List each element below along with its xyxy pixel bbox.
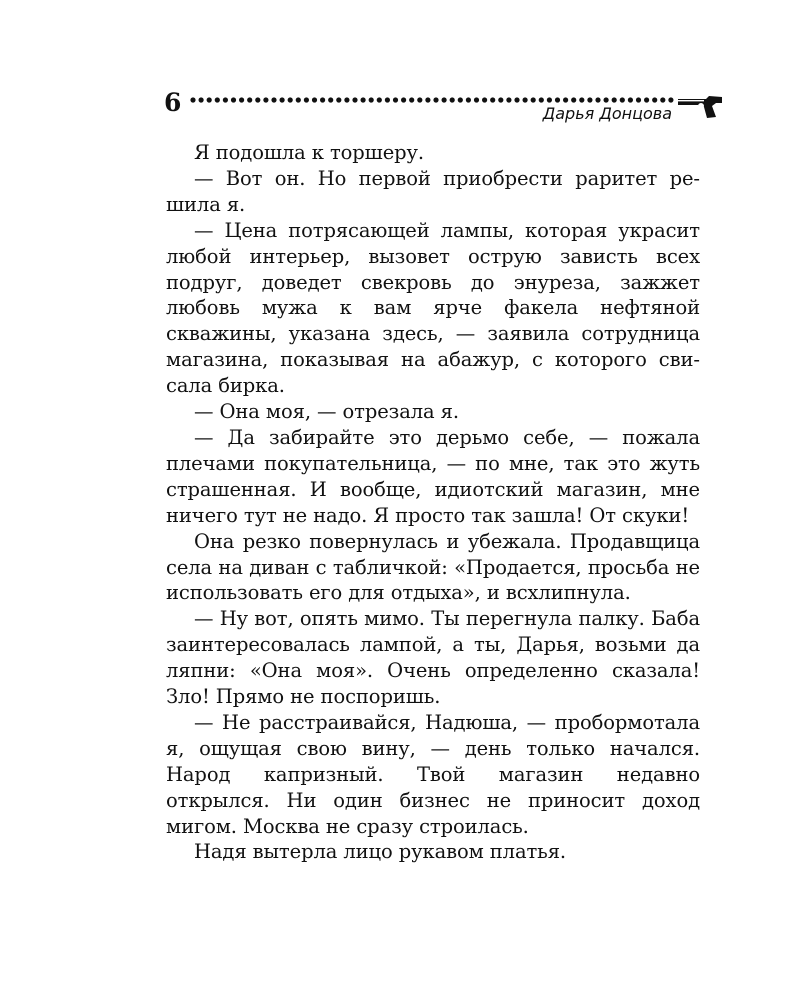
paragraph: — Цена потрясающей лампы, которая украсит любой интерьер, вызовет острую зависть всех подруг, доведет свекровь до энуреза, зажжет любовь мужа к вам ярче факела нефтяной скважины, указана здесь, — заявила сотрудница магазина, показывая на абажур, с которого свисала бирка. — [166, 218, 700, 398]
paragraph: Я подошла к торшеру. — [194, 141, 424, 164]
rule-dot — [401, 97, 406, 102]
rule-dot — [304, 97, 309, 102]
rule-dot — [555, 97, 560, 102]
rule-dot — [506, 97, 511, 102]
rule-dot — [604, 97, 609, 102]
paragraph: Надя вытерла лицо рукавом платья. — [194, 840, 566, 864]
paragraph: — Ну вот, опять мимо. Ты перегнула палку. Баба заинтересовалась лампой, а ты, Дарья, возьми да ляпни: «Она моя». Очень определенно сказала! Зло! Прямо не поспоришь. — [166, 607, 700, 709]
paragraph: — Да забирайте это дерьмо себе, — пожала плечами покупательница, — по мне, так это жуть страшенная. И вообще, идиотский магазин, мне ничего тут не надо. Я просто так зашла! От скуки! — [166, 425, 700, 527]
rule-dot — [571, 97, 576, 102]
rule-dot — [531, 97, 536, 102]
paragraph: — Не расстраивайся, Надюша, — пробормотала я, ощущая свою вину, — день только начался. Народ капризный. Твой магазин недавно открылся. Ни один бизнес не приносит доход мигом. Москва не сразу строилась. — [166, 710, 700, 838]
rule-dot — [393, 97, 398, 102]
rule-dot — [425, 97, 430, 102]
rule-dot — [199, 97, 204, 102]
paragraph: — Вот он. Но первой приобрести раритет решила я. — [166, 166, 700, 216]
rule-dot — [255, 97, 260, 102]
rule-dot — [223, 97, 228, 102]
rule-dot — [361, 97, 366, 102]
rule-dot — [207, 97, 212, 102]
rule-dot — [296, 97, 301, 102]
rule-dot — [652, 97, 657, 102]
rule-dot — [271, 97, 276, 102]
rule-dot — [336, 97, 341, 102]
rule-dot — [628, 97, 633, 102]
rule-dot — [612, 97, 617, 102]
rule-dot — [328, 97, 333, 102]
rule-dot — [563, 97, 568, 102]
rule-dot — [547, 97, 552, 102]
rule-dot — [595, 97, 600, 102]
rule-dot — [474, 97, 479, 102]
rule-dot — [369, 97, 374, 102]
rule-dot — [385, 97, 390, 102]
rule-dot — [239, 97, 244, 102]
rule-dot — [352, 97, 357, 102]
rule-dot — [344, 97, 349, 102]
rule-dot — [579, 97, 584, 102]
body-text — [166, 140, 700, 865]
rule-dot — [320, 97, 325, 102]
rule-dot — [312, 97, 317, 102]
rule-dot — [215, 97, 220, 102]
rule-dot — [417, 97, 422, 102]
rule-dot — [442, 97, 447, 102]
rule-dot — [498, 97, 503, 102]
rule-dot — [660, 97, 665, 102]
rule-dot — [636, 97, 641, 102]
rule-dot — [668, 97, 673, 102]
pistol-icon — [676, 93, 724, 119]
rule-dot — [523, 97, 528, 102]
page-number: 6 — [164, 88, 182, 117]
rule-dot — [490, 97, 495, 102]
rule-dot — [377, 97, 382, 102]
rule-dot — [539, 97, 544, 102]
rule-dot — [247, 97, 252, 102]
author-name: Дарья Донцова — [542, 104, 672, 123]
rule-dot — [458, 97, 463, 102]
rule-dot — [190, 97, 195, 102]
rule-dot — [466, 97, 471, 102]
rule-dot — [482, 97, 487, 102]
paragraph: Она резко повернулась и убежала. Продавщица села на диван с табличкой: «Продается, просьба не использовать его для отдыха», и всхлипнула. — [166, 529, 700, 605]
paragraph: — Она моя, — отрезала я. — [194, 400, 459, 424]
rule-dot — [280, 97, 285, 102]
rule-dot — [514, 97, 519, 102]
rule-dot — [644, 97, 649, 102]
rule-dot — [587, 97, 592, 102]
rule-dot — [409, 97, 414, 102]
rule-dot — [288, 97, 293, 102]
rule-dot — [620, 97, 625, 102]
rule-dot — [263, 97, 268, 102]
rule-dot — [433, 97, 438, 102]
rule-dot — [450, 97, 455, 102]
rule-dot — [231, 97, 236, 102]
